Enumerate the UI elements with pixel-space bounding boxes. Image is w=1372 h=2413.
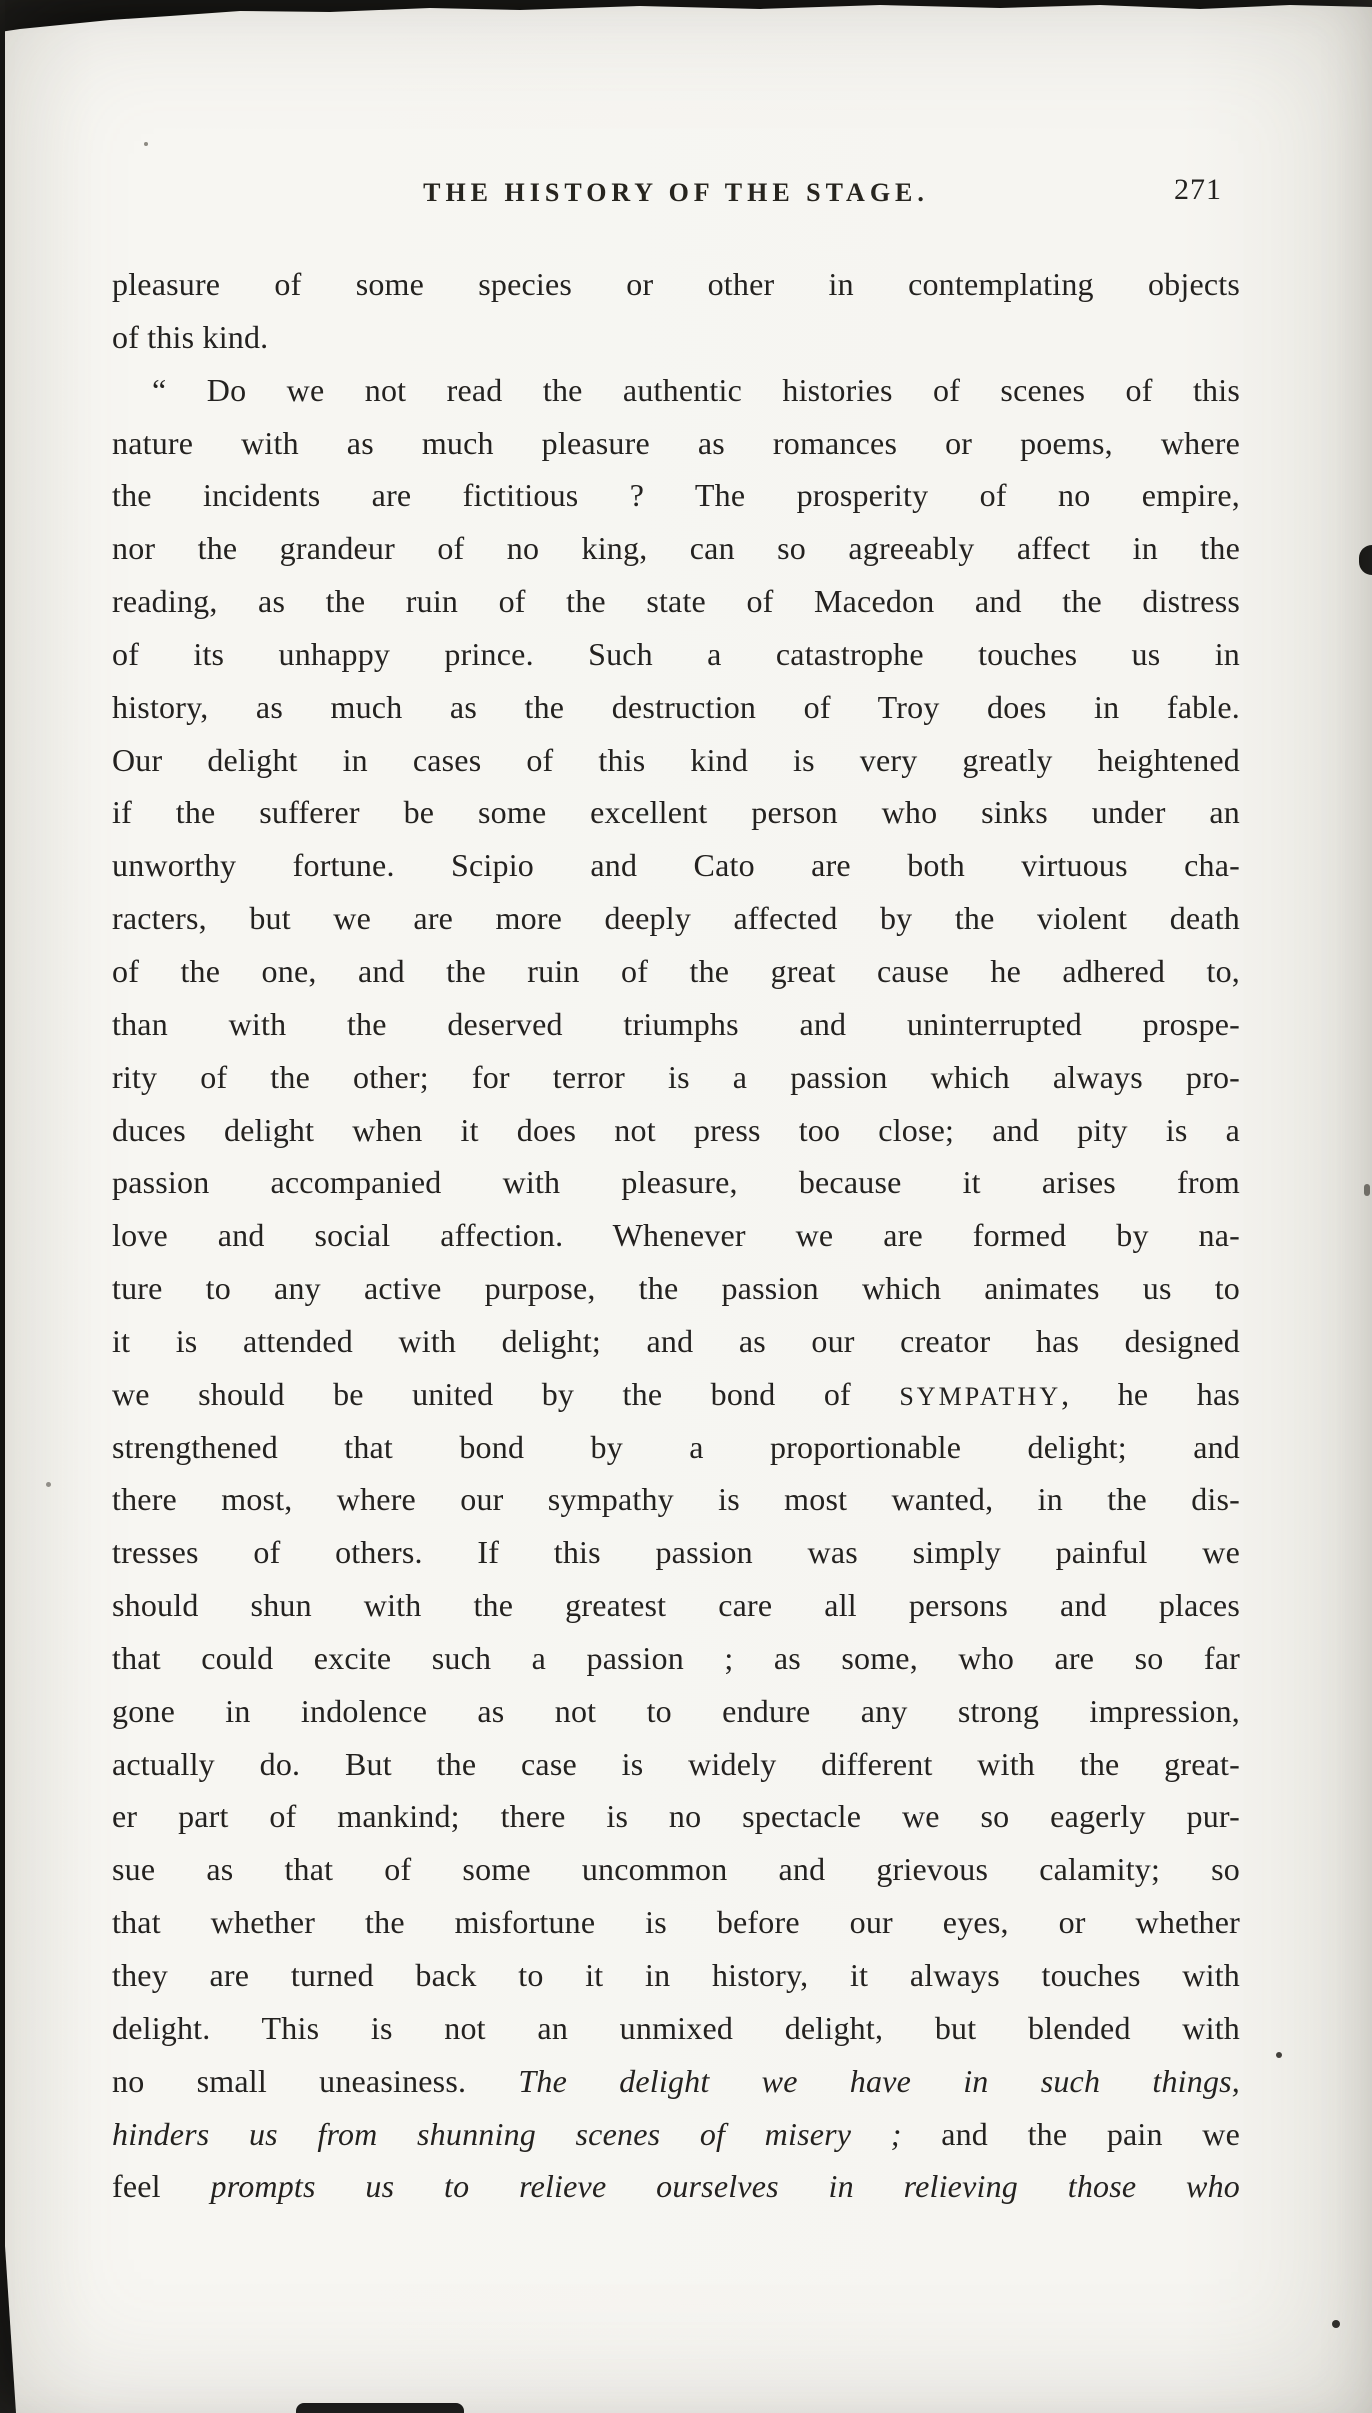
body-text-segment: rity of the other; for terror is a passion which always pro- xyxy=(112,1058,1240,1095)
scan-artifact-right-dash xyxy=(1364,1184,1370,1196)
text-line xyxy=(112,2160,1240,2213)
scan-artifact-dot xyxy=(1332,2320,1340,2328)
body-text-segment: of its unhappy prince. Such a catastrophe touches us in xyxy=(112,635,1240,672)
text-line xyxy=(112,1104,1240,1157)
body-text-segment: passion accompanied with pleasure, because it arises from xyxy=(112,1164,1240,1201)
scan-artifact-top-edge xyxy=(0,0,1372,34)
body-text-segment: the incidents are fictitious ? The prosperity of no empire, xyxy=(112,477,1240,514)
body-text-segment: tresses of others. If this passion was simply painful we xyxy=(112,1534,1240,1571)
body-text-segment: nature with as much pleasure as romances or poems, where xyxy=(112,424,1240,461)
body-text-segment: , he has xyxy=(1061,1375,1241,1412)
body-text-segment: ture to any active purpose, the passion which animates us to xyxy=(112,1270,1240,1307)
body-text-segment: reading, as the ruin of the state of Macedon and the distress xyxy=(112,583,1240,620)
ink-speck xyxy=(144,142,148,146)
text-line xyxy=(112,364,1240,417)
text-line xyxy=(112,258,1240,311)
text-line xyxy=(112,417,1240,470)
body-text-segment: they are turned back to it in history, it always touches with xyxy=(112,1957,1240,1993)
italic-text: prompts us to relieve ourselves in relieving those who xyxy=(210,2168,1240,2205)
text-line xyxy=(112,1526,1240,1579)
text-line xyxy=(112,839,1240,892)
body-text-segment: feel xyxy=(112,2168,211,2205)
text-line xyxy=(112,1738,1240,1791)
text-line xyxy=(112,1843,1240,1896)
running-title: THE HISTORY OF THE STAGE. xyxy=(423,178,929,207)
text-line xyxy=(112,2055,1240,2108)
body-text-segment: unworthy fortune. Scipio and Cato are both virtuous cha- xyxy=(112,847,1240,884)
body-text-segment: we should be united by the bond of xyxy=(112,1375,900,1412)
body-text-segment: if the sufferer be some excellent person who sinks under an xyxy=(112,794,1240,831)
body-text-segment: of this kind. xyxy=(112,318,269,355)
text-line xyxy=(112,2002,1240,2055)
text-line xyxy=(112,1579,1240,1632)
body-text-segment: duces delight when it does not press too close; and pity is a xyxy=(112,1111,1240,1148)
text-line xyxy=(112,892,1240,945)
page-header xyxy=(112,173,1240,222)
text-line xyxy=(112,1051,1240,1104)
text-line xyxy=(112,2108,1240,2161)
body-text-segment: strengthened that bond by a proportionable delight; and xyxy=(112,1428,1240,1465)
text-line xyxy=(112,786,1240,839)
scan-artifact-bottom-smudge xyxy=(296,2403,464,2413)
ink-speck xyxy=(46,1482,51,1487)
text-line xyxy=(112,1368,1240,1421)
italic-text: The delight we have in such things, xyxy=(518,2062,1240,2099)
body-text xyxy=(112,258,1240,2213)
body-lines xyxy=(112,258,1240,2213)
body-text-segment: no small uneasiness. xyxy=(112,2062,519,2099)
body-text-segment: delight. This is not an unmixed delight, but blended with xyxy=(112,2009,1240,2046)
text-line xyxy=(112,522,1240,575)
text-line xyxy=(112,998,1240,1051)
text-line xyxy=(112,1262,1240,1315)
text-line xyxy=(112,311,1240,364)
smallcaps-text: SYMPATHY xyxy=(899,1381,1062,1411)
text-line xyxy=(112,1949,1240,2002)
text-line xyxy=(112,945,1240,998)
body-text-segment: love and social affection. Whenever we are formed by na- xyxy=(112,1217,1240,1254)
scan-artifact-right-notch xyxy=(1359,545,1372,575)
italic-text: hinders us from shunning scenes of misery ; xyxy=(112,2115,902,2152)
text-line xyxy=(112,1685,1240,1738)
body-text-segment: nor the grandeur of no king, can so agreeably affect in the xyxy=(112,530,1240,567)
body-text-segment: er part of mankind; there is no spectacle we so eagerly pur- xyxy=(112,1798,1240,1835)
text-line xyxy=(112,1156,1240,1209)
text-line xyxy=(112,1473,1240,1526)
body-text-segment: gone in indolence as not to endure any strong impression, xyxy=(112,1692,1240,1729)
body-text-segment: “ Do we not read the authentic histories of scenes of this xyxy=(152,371,1240,408)
text-line xyxy=(112,1209,1240,1262)
text-line xyxy=(112,1896,1240,1949)
text-line xyxy=(112,628,1240,681)
text-line xyxy=(112,681,1240,734)
body-text-segment: that could excite such a passion ; as some, who are so far xyxy=(112,1639,1240,1676)
text-line xyxy=(112,575,1240,628)
text-line xyxy=(112,1632,1240,1685)
scan-artifact-left-edge xyxy=(0,0,5,2413)
text-line xyxy=(112,734,1240,787)
text-line xyxy=(112,469,1240,522)
body-text-segment: pleasure of some species or other in contemplating objects xyxy=(112,266,1240,302)
body-text-segment: history, as much as the destruction of Troy does in fable. xyxy=(112,688,1240,725)
body-text-segment: racters, but we are more deeply affected by the violent death xyxy=(112,900,1240,937)
body-text-segment: of the one, and the ruin of the great cause he adhered to, xyxy=(112,952,1240,989)
body-text-segment: it is attended with delight; and as our creator has designed xyxy=(112,1322,1240,1359)
scan-artifact-bottom-left xyxy=(0,2243,16,2413)
body-text-segment: should shun with the greatest care all persons and places xyxy=(112,1587,1240,1624)
text-line xyxy=(112,1421,1240,1474)
text-line xyxy=(112,1790,1240,1843)
body-text-segment: actually do. But the case is widely different with the great- xyxy=(112,1745,1240,1782)
page-number: 271 xyxy=(1174,173,1222,206)
body-text-segment: Our delight in cases of this kind is very greatly heightened xyxy=(112,741,1240,778)
body-text-segment: and the pain we xyxy=(901,2115,1240,2152)
body-text-segment: that whether the misfortune is before our eyes, or whether xyxy=(112,1904,1240,1941)
body-text-segment: there most, where our sympathy is most wanted, in the dis- xyxy=(112,1481,1240,1518)
body-text-segment: sue as that of some uncommon and grievous calamity; so xyxy=(112,1851,1240,1888)
ink-speck xyxy=(1276,2052,1282,2058)
text-line xyxy=(112,1315,1240,1368)
body-text-segment: than with the deserved triumphs and uninterrupted prospe- xyxy=(112,1005,1240,1042)
